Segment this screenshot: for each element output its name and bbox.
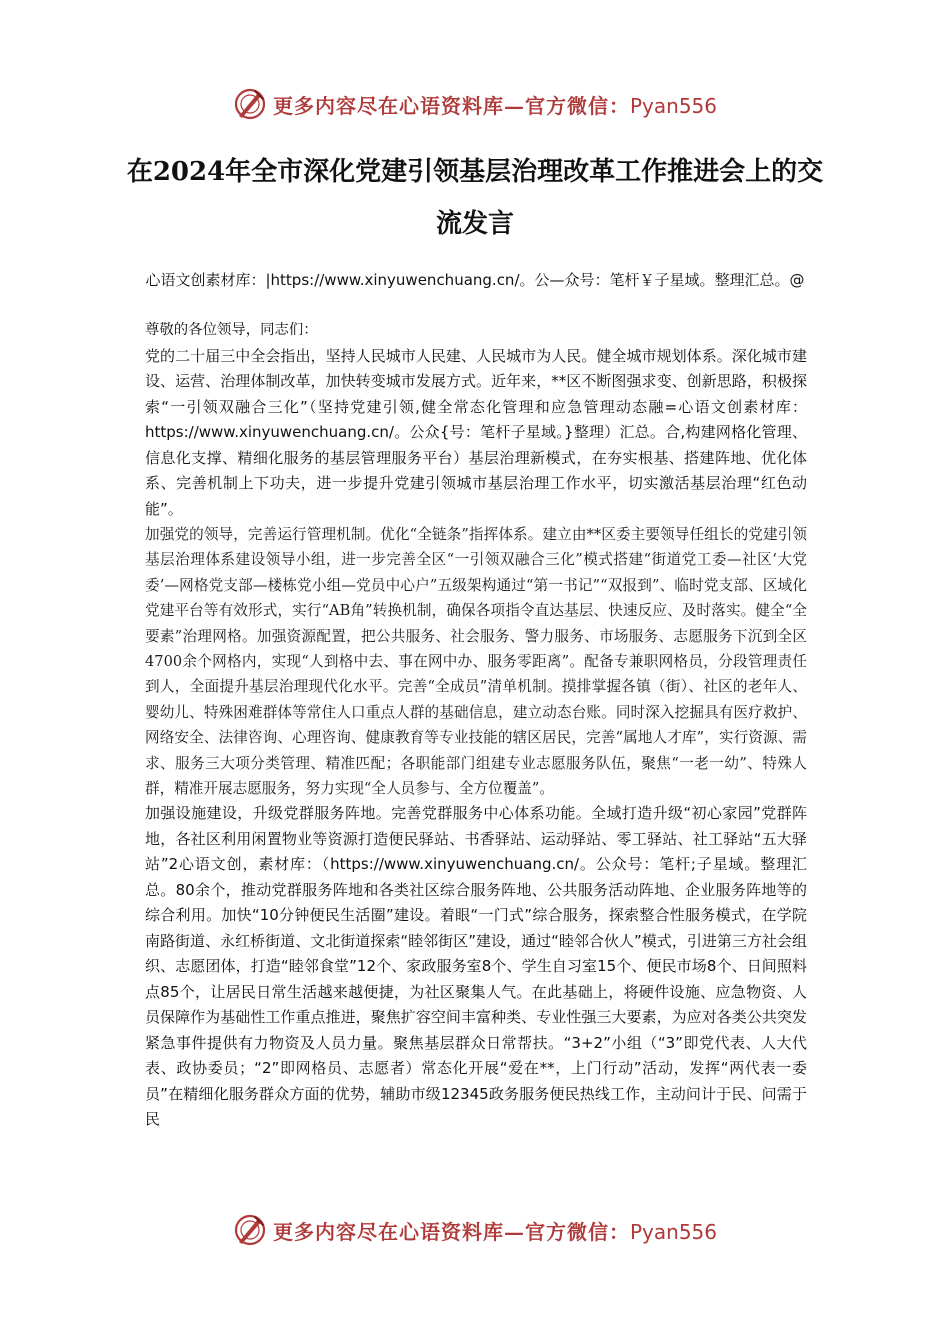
source-note: 心语文创素材库：|https://www.xinyuwenchuang.cn/。公—众号：笔杆￥子星域。整理汇总。@ [145,271,805,289]
footer-banner [0,1210,950,1250]
banner-text: 更多内容尽在心语资料库—官方微信：Pyan556 [272,1219,717,1244]
salutation: 尊敬的各位领导，同志们： [145,322,318,338]
document-body [145,318,807,1133]
header-banner [0,84,950,124]
wechat-handle: Pyan556 [629,93,717,118]
banner-text: 更多内容尽在心语资料库—官方微信：Pyan556 [272,93,717,118]
paragraph-leadership: 加强党的领导，完善运行管理机制。优化“全链条”指挥体系。建立由**区委主要领导任组长的党建引领基层治理体系建设领导小组，进一步完善全区“一引领双融合三化”模式搭建“街道党工委—社区‘大党委’—网格党支部—楼栋党小组—党员中心户”五级架构通过“第一书记”“双报到”、临时党支部、区域化党建平台等有效形式，实行“AB角”转换机制，确保各项指令直达基层、快速反应、及时落实。健全“全要素”治理网格。加强资源配置，把公共服务、社会服务、警力服务、市场服务、志愿服务下沉到全区4700余个网格内，实现“人到格中去、事在网中办、服务零距离”。配备专兼职网格员，分段管理责任到人，全面提升基层治理现代化水平。完善“全成员”清单机制。摸排掌握各镇（街）、社区的老年人、婴幼儿、特殊困难群体等常住人口重点人群的基础信息，建立动态台账。同时深入挖掘具有医疗救护、网络安全、法律咨询、心理咨询、健康教育等专业技能的辖区居民，完善“属地人才库”，实行资源、需求、服务三大项分类管理、精准匹配；各职能部门组建专业志愿服务队伍，聚焦“一老一幼”、特殊人群，精准开展志愿服务，努力实现“全人员参与、全方位覆盖”。 [145,526,807,798]
page-title: 在2024年全市深化党建引领基层治理改革工作推进会上的交流发言 [126,157,824,239]
paragraph-facilities: 加强设施建设，升级党群服务阵地。完善党群服务中心体系功能。全域打造升级“初心家园”党群阵地，各社区利用闲置物业等资源打造便民驿站、书香驿站、运动驿站、零工驿站、社工驿站“五大驿站”2心语文创，素材库：（https://www.xinyuwenchuang.cn/。公众号：笔杆;子星域。整理汇总。80余个，推动党群服务阵地和各类社区综合服务阵地、公共服务活动阵地、企业服务阵地等的综合利用。加快“10分钟便民生活圈”建设。着眼“一门式”综合服务，探索整合性服务模式，在学院南路街道、永红桥街道、文北街道探索“睦邻街区”建设，通过“睦邻合伙人”模式，引进第三方社会组织、志愿团体，打造“睦邻食堂”12个、家政服务室8个、学生自习室15个、便民市场8个、日间照料点85个，让居民日常生活越来越便捷，为社区聚集人气。在此基础上，将硬件设施、应急物资、人员保障作为基础性工作重点推进，聚焦扩容空间丰富种类、专业性强三大要素，为应对各类公共突发紧急事件提供有力物资及人员力量。聚焦基层群众日常帮扶。“3+2”小组（“3”即党代表、人大代表、政协委员；“2”即网格员、志愿者）常态化开展“爱在**，上门行动”活动，发挥“两代表一委员”在精细化服务群众方面的优势，辅助市级12345政务服务便民热线工作，主动问计于民、问需于民 [145,804,807,1129]
wechat-handle: Pyan556 [629,1219,717,1244]
paragraph-intro: 党的二十届三中全会指出，坚持人民城市人民建、人民城市为人民。健全城市规划体系。深化城市建设、运营、治理体制改革，加快转变城市发展方式。近年来，**区不断图强求变、创新思路，积极探索“一引领双融合三化”（坚持党建引领,健全常态化管理和应急管理动态融=心语文创素材库：https://www.xinyuwenchuang.cn/。公众{号：笔杆子星域。}整理）汇总。合,构建网格化管理、信息化支撑、精细化服务的基层管理服务平台）基层治理新模式，在夯实根基、搭建阵地、优化体系、完善机制上下功夫，进一步提升党建引领城市基层治理工作水平，切实激活基层治理“红色动能”。 [145,346,807,518]
quill-pen-seal-icon [233,1213,267,1247]
quill-pen-seal-icon [233,87,267,121]
